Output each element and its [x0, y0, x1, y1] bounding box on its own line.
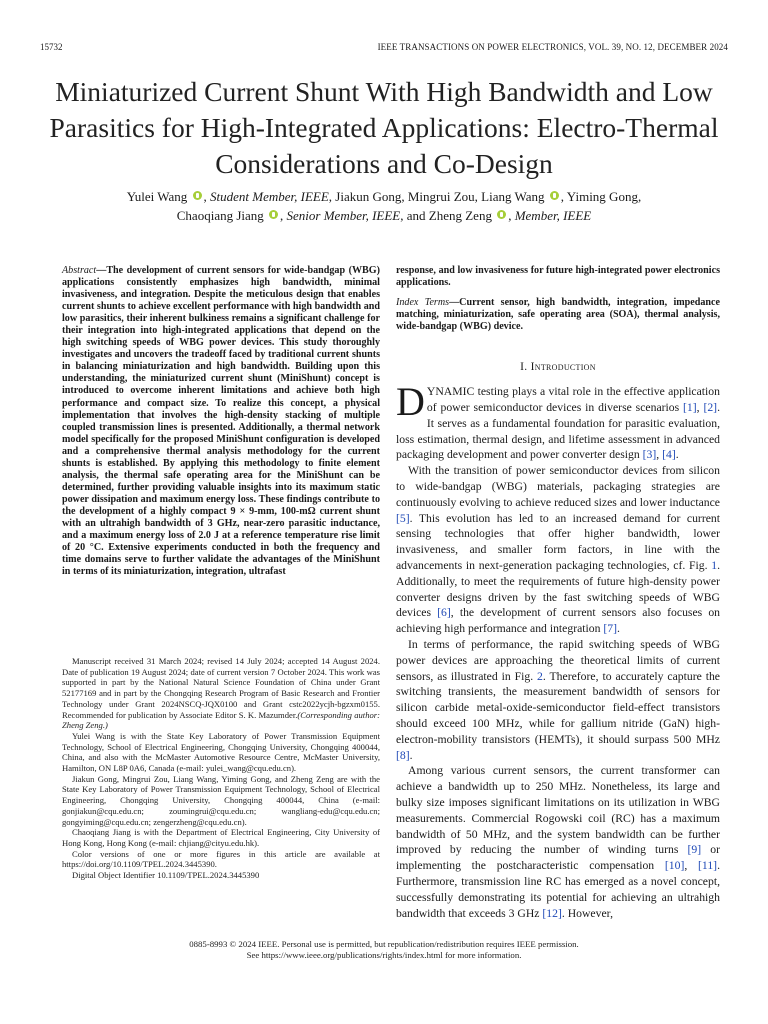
author-names: Jiakun Gong, Mingrui Zou, Liang Wang	[335, 189, 545, 204]
text: Among various current sensors, the current transformer can achieve a bandwidth up to 250 MHz. Nonetheless, its large and bulky size imposes significant limitations on its utilization in WBG measurements. Commercial Rogowski coil (RC) has a maximum bandwidth of 50 MHz, and the system bandwidth can be further improved by reducing the number of winding turns	[396, 764, 720, 857]
footnote-color: Color versions of one or more figures in this article are available at https://doi.org/10.1109/TPEL.2024.3445390.	[62, 848, 380, 870]
footnote-affiliation: Chaoqiang Jiang is with the Department of Electrical Engineering, City University of Hong Kong, Hong Kong (e-mail: chjiang@cityu.edu.hk).	[62, 827, 380, 848]
text: , the development of current sensors also focuses on achieving high performance and integration	[396, 606, 721, 636]
abstract-text: —The development of current sensors for wide-bandgap (WBG) applications consistently emphasizes high bandwidth, minimal invasiveness, and integration. Despite the meticulous design that enables current shunts to achieve excellent performance with high bandwidth and low parasitics, their inherent bulkiness remains a significant challenge for their integration into high-integrated applications that depend on the high switching speeds of WBG power devices. This study thoroughly investigates and uncovers the tradeoff faced by traditional current shunts in balancing miniaturization and high bandwidth. Building upon this understanding, the miniaturized current shunt (MiniShunt) concept is introduced to overcome inherent limitations and achieve both high performance and compact size. To realize this concept, a physical implementation that involves the high-density stacking of multiple coupled transmission lines is presented. Additionally, a thermal network model specifically for the proposed MiniShunt configuration is developed and a comprehensive thermal analysis methodology for the current shunts is established. By applying this methodology to finite element analysis, the thermal safe operating area for the MiniShunt can be determined, further providing valuable insights into its maximum static power dissipation and maximum energy loss. These findings contribute to the development of a highly compact 9 × 9-mm, 100-mΩ current shunt with an ultrahigh bandwidth of 3 GHz, near-zero parasitic inductance, and a maximum energy loss of 2.0 J at a reference temperature rise limit of 20 °C. Extensive experiments conducted in both the frequency and time domains serve to further validate the advantages of the MiniShunt in terms of its miniaturization, integration, ultrafast	[62, 265, 380, 578]
copyright-notice	[80, 939, 688, 961]
abstract-continued: response, and low invasiveness for future high-integrated power electronics applications.	[396, 265, 720, 289]
citation-link[interactable]: [11]	[698, 859, 718, 873]
section-heading: I. Introduction	[520, 361, 596, 374]
text: .	[675, 448, 679, 462]
text: .	[617, 622, 620, 636]
figure-link[interactable]: 2	[537, 669, 543, 683]
left-column	[62, 265, 380, 578]
orcid-icon[interactable]	[497, 210, 506, 219]
text: . Therefore, to accurately capture the switching transients, the measurement bandwidth of sensors for silicon carbide metal-oxide-semiconductor field-effect transistors should exceed 100 MHz, while for gallium nitride (GaN) high-electron-mobility transistors (HEMTs), it should surpass 500 MHz	[396, 669, 720, 746]
text: . It serves as a fundamental foundation for parasitic evaluation, loss estimation, thermal design, and lifetime assessment in advanced packaging development and power converter design	[396, 401, 720, 462]
footnote-affiliation: Yulei Wang is with the State Key Laboratory of Power Transmission Equipment Technology, School of Electrical Engineering, Chongqing University, Chongqing 400044, China, and also with the McMaster Automotive Resource Centre, McMaster University, Hamilton, ON L8P 0A6, Canada (e-mail: yulei_wang@cqu.edu.cn).	[62, 730, 380, 774]
citation-link[interactable]: [6]	[437, 606, 451, 620]
text: ,	[696, 401, 704, 415]
citation-link[interactable]: [1]	[683, 401, 697, 415]
citation-link[interactable]: [9]	[687, 843, 702, 857]
orcid-icon[interactable]	[550, 191, 559, 200]
text: or implementing the postcharacteristic compensation	[396, 843, 720, 873]
text: . Additionally, to meet the requirements of future high-density power converter designs driven by the fast switching speeds of WBG devices	[396, 559, 720, 620]
index-terms-lead: Index Terms	[396, 297, 450, 309]
text: . Furthermore, transmission line RC has emerged as a novel concept, successfully demonstrating its potential for achieving an ultrahigh bandwidth that exceeds 3 GHz	[396, 859, 720, 920]
paragraph	[396, 637, 720, 763]
footnote-manuscript	[62, 656, 380, 731]
author-name: , and Zheng Zeng	[400, 208, 492, 223]
text: With the transition of power semiconductor devices from silicon to wide-bandgap (WBG) materials, packaging strategies are continuously evolving to achieve reduced sizes and lower inductance	[396, 464, 720, 509]
footnote-corresponding: (Corresponding author: Zheng Zeng.)	[62, 709, 380, 731]
citation-link[interactable]: [8]	[396, 748, 410, 762]
author-name: Yulei Wang	[126, 189, 188, 204]
abstract-lead: Abstract	[62, 265, 97, 276]
author-role: Student Member, IEEE	[210, 189, 329, 204]
citation-link[interactable]: [2]	[703, 401, 718, 415]
author-list: Yulei Wang , Student Member, IEEE, Jiakun Gong, Mingrui Zou, Liang Wang , Yiming Gong, Chaoqiang Jiang , Senior Member, IEEE, and Zheng Zeng , Member, IEEE	[126, 189, 642, 223]
text: In terms of performance, the rapid switching speeds of WBG power devices are approaching the theoretical limits of current sensors, as illustrated in Fig.	[396, 637, 720, 683]
footnote-text: Manuscript received 31 March 2024; revised 14 July 2024; accepted 14 August 2024. Date of publication 19 August 2024; date of current version 7 October 2024. This work was supported in part by the National Natural Science Foundation of China under Grant 52177169 and in part by the Chongqing Research Program of Basic Research and Frontier Technology under Grant 2024NSCQ-JQX0100 and Grant cstc2022ycjh-bgzxm0155. Recommended for publication by Associate Editor S. K. Mazumder.	[62, 656, 380, 720]
citation-link[interactable]: [4]	[662, 448, 676, 462]
footnote-doi: Digital Object Identifier 10.1109/TPEL.2024.3445390	[72, 870, 260, 881]
page-number: 15732	[40, 42, 63, 52]
introduction-body	[396, 379, 721, 921]
copyright-line: 0885-8993 © 2024 IEEE. Personal use is permitted, but republication/redistribution requires IEEE permission.	[189, 939, 579, 949]
citation-link[interactable]: [12]	[542, 906, 562, 920]
orcid-icon[interactable]	[269, 210, 278, 219]
right-column	[396, 265, 720, 921]
index-terms	[396, 297, 720, 333]
citation-link[interactable]: [3]	[642, 448, 657, 462]
text: . This evolution has led to an increased demand for current sensing technologies that offer higher bandwidth, lower invasiveness, and smaller form factors, in line with the advancements in next-generation packaging technologies, cf. Fig.	[396, 511, 720, 572]
text: YNAMIC testing plays a vital role in the effective application of power semiconductor devices in diverse scenarios	[426, 385, 720, 415]
orcid-icon[interactable]	[193, 191, 202, 200]
text: ,	[684, 859, 699, 873]
paper-title: Miniaturized Current Shunt With High Bandwidth and Low Parasitics for High-Integrated Applications: Electro-Thermal Considerations and Co-Design	[49, 76, 719, 179]
paragraph	[396, 379, 720, 463]
abstract	[62, 265, 380, 578]
text: .	[409, 748, 413, 762]
author-role: Member, IEEE	[514, 208, 592, 223]
footnote-affiliation: Jiakun Gong, Mingrui Zou, Liang Wang, Yiming Gong, and Zheng Zeng are with the State Key Laboratory of Power Transmission Equipment Technology, School of Electrical Engineering, Chongqing University, Chongqing 400044, China (e-mail: gonjiakun@cqu.edu.cn; zoumingrui@cqu.edu.cn; wangliang-edu@cqu.edu.cn; gongyiming@cqu.edu.cn; zengerzheng@cqu.edu.cn).	[62, 773, 380, 827]
author-name: Chaoqiang Jiang	[176, 208, 264, 223]
paragraph	[396, 463, 720, 637]
figure-link[interactable]: 1	[711, 559, 718, 572]
citation-link[interactable]: [10]	[664, 859, 685, 873]
citation-link[interactable]: [7]	[603, 622, 618, 636]
text: ,	[656, 448, 663, 462]
index-terms-text: —Current sensor, high bandwidth, integration, impedance matching, miniaturization, safe operating area (SOA), thermal analysis, wide-bandgap (WBG) device.	[396, 297, 720, 333]
author-role: Senior Member, IEEE	[286, 208, 401, 223]
citation-link[interactable]: [5]	[396, 511, 410, 525]
author-names: Yiming Gong,	[566, 189, 642, 204]
journal-header: IEEE TRANSACTIONS ON POWER ELECTRONICS, VOL. 39, NO. 12, DECEMBER 2024	[377, 42, 728, 52]
drop-cap: D	[396, 379, 425, 425]
text: . However,	[561, 906, 613, 920]
copyright-line: See https://www.ieee.org/publications/rights/index.html for more information.	[246, 950, 522, 960]
paragraph	[396, 763, 720, 921]
footnotes	[62, 656, 380, 881]
